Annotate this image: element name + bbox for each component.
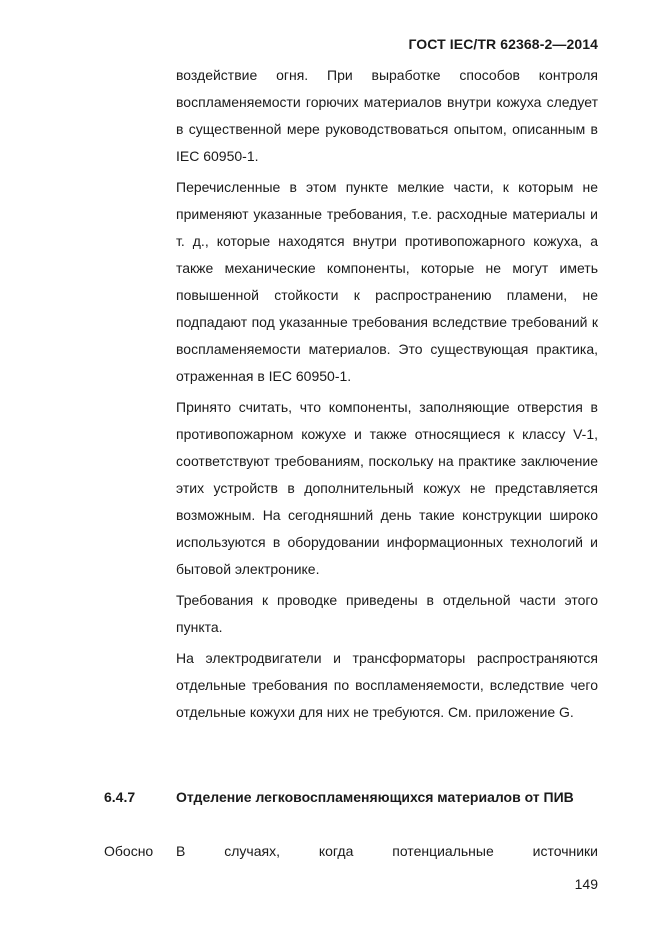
paragraph-wiring: Требования к проводке приведены в отдельной части этого пункта. xyxy=(176,592,598,635)
page-number: 149 xyxy=(574,876,598,892)
body-text xyxy=(176,62,598,726)
margin-label: Обосно xyxy=(104,843,154,859)
paragraph-motors-transformers: На электродвигатели и трансформаторы распространяются отдельные требования по воспламеняемости, вследствие чего отдельные кожухи для них не требуются. См. приложение G. xyxy=(176,650,598,720)
section-number: 6.4.7 xyxy=(104,789,136,805)
standard-header: ГОСТ IEC/TR 62368-2—2014 xyxy=(408,36,598,52)
paragraph-opening-components: Принято считать, что компоненты, заполняющие отверстия в противопожарном кожухе и также относящиеся к классу V-1, соответствуют требованиям, поскольку на практике заключение этих устройств в дополнительный кожух не представляется возможным. На сегодняшний день такие конструкции широко используются в оборудовании информационных технологий и бытовой электронике. xyxy=(176,399,598,577)
paragraph-fire-exposure: воздействие огня. При выработке способов контроля воспламеняемости горючих материалов внутри кожуха следует в существенной мере руководствоваться опытом, описанным в IEC 60950-1. xyxy=(176,67,598,164)
continuation-text: В случаях, когда потенциальные источники xyxy=(176,843,598,859)
section-title: Отделение легковоспламеняющихся материалов от ПИВ xyxy=(176,789,574,805)
paragraph-small-parts: Перечисленные в этом пункте мелкие части, к которым не применяют указанные требования, т.е. расходные материалы и т. д., которые находятся внутри противопожарного кожуха, а также механические компоненты, которые не могут иметь повышенной стойкости к распространению пламени, не подпадают под указанные требования вследствие требований к воспламеняемости материалов. Это существующая практика, отраженная в IEC 60950-1. xyxy=(176,179,598,384)
